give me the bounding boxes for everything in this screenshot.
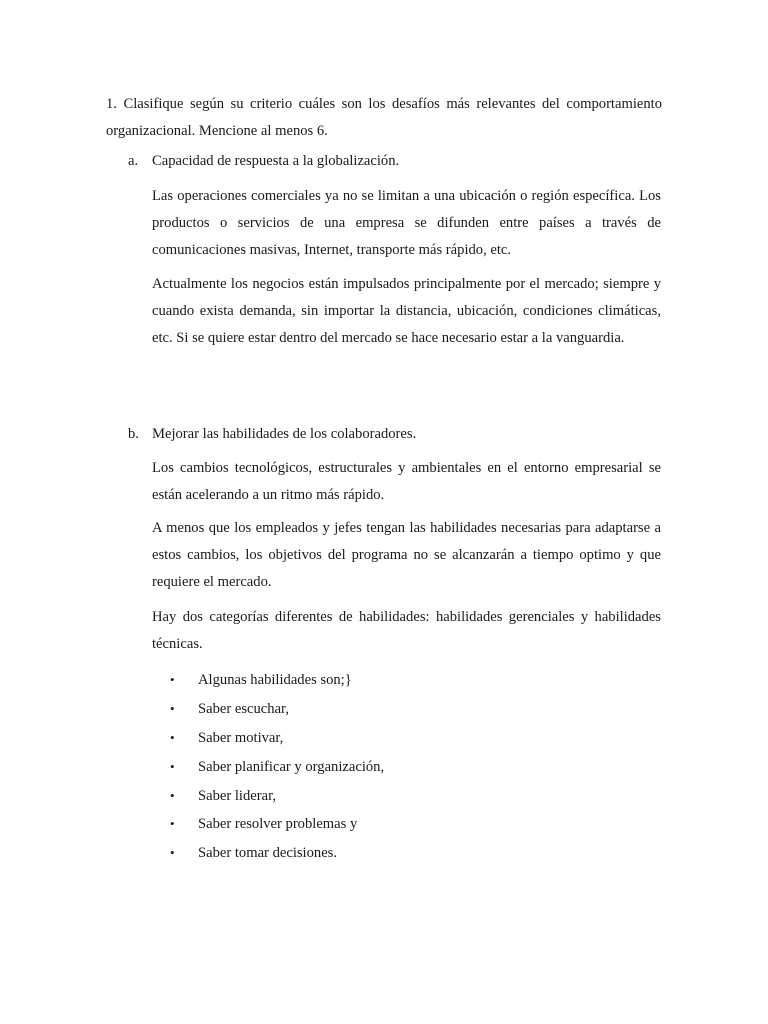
bullet-icon: • [170, 816, 175, 832]
list-item [170, 813, 384, 842]
list-item [170, 669, 384, 698]
bullet-icon: • [170, 787, 175, 803]
list-item-text: Saber escuchar, [198, 700, 289, 717]
list-item [170, 698, 384, 727]
bullet-icon: • [170, 672, 175, 687]
bullet-icon: • [170, 758, 175, 774]
list-item [170, 785, 384, 814]
list-item [170, 727, 384, 756]
list-item-text: Saber planificar y organización, [198, 758, 385, 775]
list-item-text: Saber liderar, [198, 787, 277, 804]
bullet-icon: • [170, 700, 175, 716]
section-b-paragraph-1: Los cambios tecnológicos, estructurales y ambientales en el entorno empresarial se están acelerando a un ritmo más rápido. [152, 460, 661, 503]
question-text: 1. Clasifique según su criterio cuáles son los desafíos más relevantes del comportamiento organizacional. Mencione al menos 6. [106, 96, 662, 139]
list-item-text: Saber motivar, [198, 729, 284, 746]
list-item [170, 756, 384, 785]
section-a-heading: Capacidad de respuesta a la globalización. [152, 153, 400, 169]
list-item-text: Algunas habilidades son;} [198, 672, 352, 688]
bullet-icon: • [170, 729, 175, 745]
section-b-heading: Mejorar las habilidades de los colaboradores. [152, 426, 417, 442]
section-a-paragraph-2: Actualmente los negocios están impulsados principalmente por el mercado; siempre y cuando exista demanda, sin importar la distancia, ubicación, condiciones climáticas, etc. Si se quiere estar dentro del mercado se hace necesario estar a la vanguardia. [152, 276, 661, 346]
bullet-icon: • [170, 845, 175, 861]
list-item [170, 842, 384, 871]
section-b-paragraph-3: Hay dos categorías diferentes de habilidades: habilidades gerenciales y habilidades técnicas. [152, 609, 661, 652]
list-item-text: Saber tomar decisiones. [198, 845, 338, 862]
section-b-marker: b. [128, 426, 139, 442]
section-b-paragraph-2: A menos que los empleados y jefes tengan las habilidades necesarias para adaptarse a estos cambios, los objetivos del programa no se alcanzarán a tiempo optimo y que requiere el mercado. [152, 520, 661, 590]
skills-list [170, 669, 384, 871]
list-item-text: Saber resolver problemas y [198, 816, 358, 833]
section-a-paragraph-1: Las operaciones comerciales ya no se limitan a una ubicación o región específica. Los productos o servicios de una empresa se difunden entre países a través de comunicaciones masivas, Internet, transporte más rápido, etc. [152, 188, 661, 258]
section-a-marker: a. [128, 153, 139, 169]
